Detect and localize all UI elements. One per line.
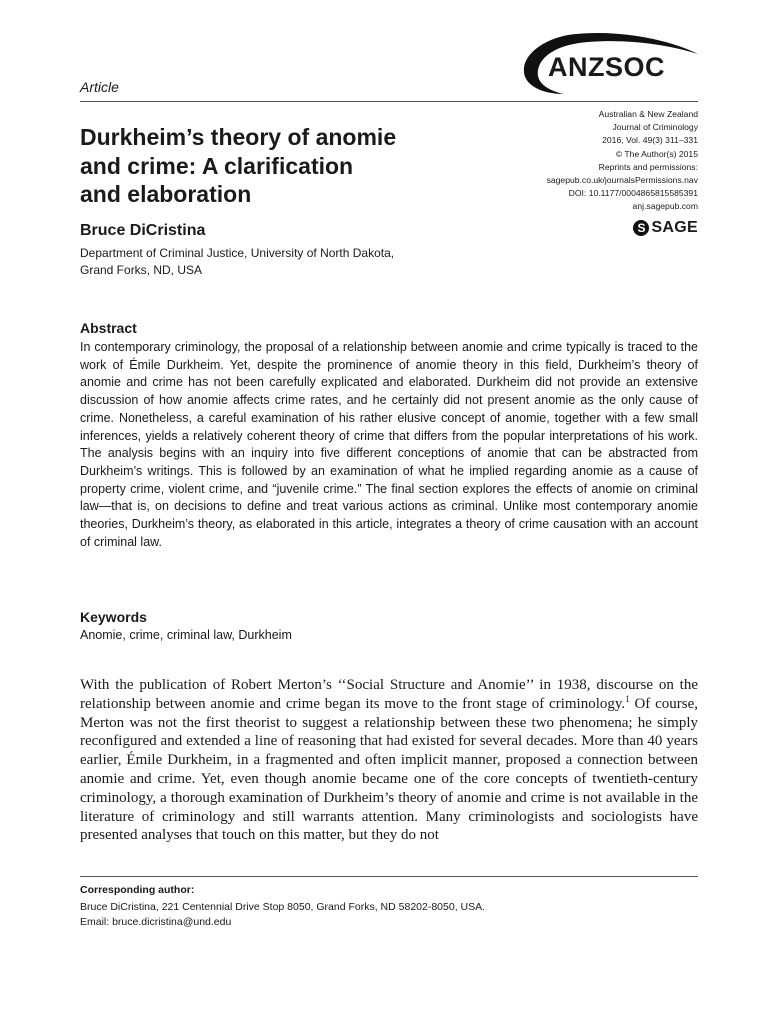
body-text-start: With the publication of Robert Merton’s ‘‘Social Structure and Anomie’’ in 1938, discourse on the relationship between anomie and crime began its move to the front stage of criminology. bbox=[80, 677, 698, 712]
sage-logo-icon: S bbox=[633, 220, 649, 236]
permissions-link[interactable]: sagepub.co.uk/journalsPermissions.nav bbox=[546, 175, 698, 186]
abstract-text: In contemporary criminology, the proposal of a relationship between anomie and crime typically is traced to the work of Émile Durkheim. Yet, despite the prominence of anomie theory in this field, Durkheim’s theory of anomie and crime has not been carefully explicated and elaborated. Durkheim did not provide an extensive discussion of how anomie affects crime rates, and he certainly did not present anomie as the only cause of crime. Nonetheless, a careful examination of his rather elusive concept of anomie, together with a few small inferences, yields a relatively coherent theory of crime that differs from the popular interpretations of his work. The analysis begins with an inquiry into five different conceptions of anomie that can be abstracted from Durkheim’s writings. This is followed by an examination of what he implied regarding anomie as a cause of property crime, violent crime, and “juvenile crime.” The final section explores the effects of anomie on criminal law—that is, on decisions to define and treat various actions as criminal. Unlike most contemporary anomie theories, Durkheim’s theory, as elaborated in this article, integrates a theory of crime causation with an account of criminal law. bbox=[80, 340, 698, 549]
keywords-list: Anomie, crime, criminal law, Durkheim bbox=[80, 628, 292, 642]
body-paragraph bbox=[80, 676, 698, 845]
title-line: and crime: A clarification bbox=[80, 152, 354, 179]
body-text-continued: Of course, Merton was not the first theorist to suggest a relationship between these two phenomena; he simply reconfigured and extended a line of reasoning that had existed for several decades. More than 40 years earlier, Émile Durkheim, in a fragmented and often implicit manner, proposed a connection between anomie and crime. Yet, even though anomie became one of the core concepts of twentieth-century criminology, a thorough examination of Durkheim’s theory of anomie and crime is not available in the literature of criminology and still warrants attention. Many criminologists and sociologists have presented analyses that touch on this matter, but they do not bbox=[80, 695, 699, 844]
header-divider bbox=[80, 101, 698, 102]
journal-volume: 2016, Vol. 49(3) 311–331 bbox=[602, 135, 698, 146]
sage-logo bbox=[633, 219, 698, 237]
doi[interactable]: DOI: 10.1177/0004865815585391 bbox=[568, 188, 698, 199]
author-affiliation bbox=[80, 245, 500, 279]
abstract-heading: Abstract bbox=[80, 320, 137, 336]
journal-website[interactable]: anj.sagepub.com bbox=[632, 201, 698, 212]
anzsoc-logo-text: ANZSOC bbox=[548, 52, 665, 82]
journal-name-line-2: Journal of Criminology bbox=[612, 122, 698, 133]
sage-logo-text: SAGE bbox=[651, 219, 698, 236]
affiliation-line: Department of Criminal Justice, University of North Dakota, bbox=[80, 246, 395, 260]
corresponding-author-heading: Corresponding author: bbox=[80, 884, 195, 896]
author-name: Bruce DiCristina bbox=[80, 222, 206, 239]
title-line: and elaboration bbox=[80, 181, 252, 207]
affiliation-line: Grand Forks, ND, USA bbox=[80, 263, 203, 277]
title-line: Durkheim’s theory of anomie bbox=[80, 124, 397, 150]
corresponding-author-address: Bruce DiCristina, 221 Centennial Drive Stop 8050, Grand Forks, ND 58202-8050, USA. bbox=[80, 901, 486, 913]
article-title bbox=[80, 123, 460, 209]
journal-metadata bbox=[438, 108, 698, 214]
corresponding-author-email[interactable]: Email: bruce.dicristina@und.edu bbox=[80, 916, 232, 928]
footnote-marker[interactable]: 1 bbox=[625, 693, 630, 704]
journal-name-line-1: Australian & New Zealand bbox=[598, 109, 698, 119]
article-type-label: Article bbox=[80, 79, 119, 95]
keywords-heading: Keywords bbox=[80, 609, 147, 625]
copyright: © The Author(s) 2015 bbox=[615, 148, 698, 159]
footer-divider bbox=[80, 876, 698, 877]
reprints-label: Reprints and permissions: bbox=[598, 161, 698, 172]
